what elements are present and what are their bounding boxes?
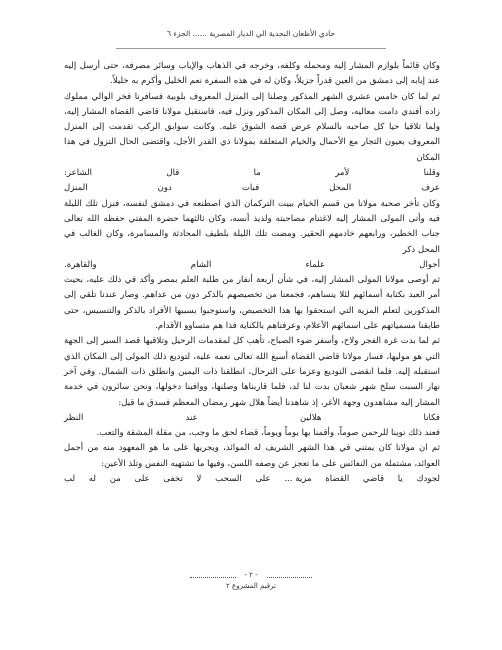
verse-word: يا xyxy=(397,474,403,485)
verse-word: له xyxy=(88,474,97,485)
verse-word: لا xyxy=(196,474,202,485)
verse-word: السحب xyxy=(215,474,242,485)
verse-word: قاضي xyxy=(362,474,385,485)
verse-line xyxy=(64,411,440,426)
verse-word: على xyxy=(255,474,271,485)
paragraph: وكان قائماً بلوازم المشار إليه ومحمله وكلفه، وخرجه في الذهاب والإياب وسائر مصرفه، حتى أرسل إليه عند إيابه إلى دمشق من العين قدراً جزيلاً، وكان له في هذه السفرة نعم الخليل وأكرم به خليلاً. xyxy=(64,61,440,87)
verse-line xyxy=(64,166,440,181)
paragraph: فعند ذلك نوينا للرحمن صوماً، وأقمنا بها يوماً ويوماً، قضاء لحق ما وجب، من مقلة المشقة والتعب. xyxy=(96,428,440,439)
body-text xyxy=(64,59,440,487)
verse-word: من xyxy=(109,474,121,485)
verse-word: لب xyxy=(64,474,76,485)
verse-word: تخفى xyxy=(163,474,183,485)
verse-word: وقلنا xyxy=(423,168,440,179)
verse-word: فكانا xyxy=(423,412,440,423)
verse-line xyxy=(64,258,440,273)
verse-word: مزية ... xyxy=(284,474,312,485)
paragraph: ثم أوصى مولانا المولى المشار إليه، في شأن أربعة أنفار من طلبة العلم بمصر وأكد في ذلك عليه، بحيث أمر العبد بكتابة أسمائهم لئلا ينساهم، فجمعنا من تخصيصهم بالذكر دون من عداهم. وصار عندنا تلقي إلى المذكورين لتعلم المزية التي استحقوا بها هذا التخصيص، واستوجبوا بسببها الأفراد بالذكر والتنسيس، حتى طابقنا مسمياتهم على اسمائهم الأعلام، وعرفناهم بالكناية فذا هم متساوو الأقدام. xyxy=(64,275,440,332)
paragraph: ثم لما بدت غرة الفجر ولاح، وأسفر ضوء الصباح، تأهب كل لمقدمات الرحيل وتلاقيها قصد السير إلى الجهة التي هو موليها، فسار مولانا قاضي القضاة أسبغ الله تعالى نعمه عليه، لتوديع ذلك المولى إلى المكان الذي استقبله إليه. فلما انقضى التوديع وعزما على الترحال، انطلقنا ذات اليمين وانطلق ذات الشمال. وفي آخر نهار السبت سلخ شهر شعبان بدت لنا لد، فلما قاربناها وصلنها، ووافينا دخولها، ونحن سائرون في خدمة المشار إليه مشاهدون وجهة الأغر، إذ شاهدنا أيضاً هلال شهر رمضان المعظم فسدق ما قيل: xyxy=(64,336,440,408)
verse-word: الشاعر: xyxy=(64,168,93,179)
verse-word: هلالين xyxy=(299,412,322,423)
verse-line xyxy=(64,472,440,487)
verse-word: المحل xyxy=(329,183,352,194)
verse-word: فبات xyxy=(241,183,260,194)
verse-word: دون xyxy=(157,183,172,194)
verse-word: ما xyxy=(253,168,261,179)
paragraph: وكان تأخر صحبة مولانا من قسم الخيام ببيت التركمان الذي اصطنعه في دمشق لنفسه، فنزل تلك الليلة فيه وأتى المولى المشار إليه لاغتنام مصاحبته ولذيذ أنسه، وكان ثالثهما حضرة المفتي حفظه الله تعالى جناب الخطير، ورابعهم خادمهم الحقير. ومضت تلك الليلة بلطيف المحادثة والمسامرة، وكان الغالب في المحل ذكر xyxy=(64,198,440,255)
verse-word: عند xyxy=(185,412,198,423)
page-number: - ٢ - xyxy=(236,571,266,579)
verse-word: لأمر xyxy=(335,168,350,179)
verse-word: علماء xyxy=(305,259,326,270)
running-header: حادي الأظعان النجدية الي الديار المصرية ...... الجزء ٦ xyxy=(166,29,336,38)
verse-word: القضاة xyxy=(325,474,350,485)
verse-word: أحوال xyxy=(419,259,440,270)
verse-word: الشام xyxy=(190,259,212,270)
footer-note: ترقيم المشروع ٢ xyxy=(226,582,276,590)
verse-word: قال xyxy=(166,168,180,179)
verse-line xyxy=(64,181,440,196)
verse-word: المنزل xyxy=(64,183,88,194)
verse-word: والقاهرة. xyxy=(64,259,97,270)
paragraph: ثم لما كان خامس عشري الشهر المذكور وصلنا إلى المنزل المعروف بلوبية فسافرنا فخر الوالي مملوك زاده أفندي دامت معاليه، وصل إلى المكان المذكور ونزل فيه، فاستقبل مولانا قاضي القضاة المشار إليه، ولما تلاقيا حيا كل صاحبه بالسلام عرض قصة الشوق عليه. وكانت سوابق الركب تقدمت إلى المنزل المعروف بعيون التجار مع الأحمال والخيام المتعلقة بمولانا ذي القدر الأجل، واقتضى الحال النزول في هذا المكان xyxy=(64,91,440,163)
header-divider xyxy=(116,48,386,49)
verse-word: على xyxy=(134,474,150,485)
verse-word: عرف xyxy=(421,183,440,194)
verse-word: لجودك xyxy=(416,474,440,485)
verse-word: النظر xyxy=(64,412,84,423)
paragraph: ثم ان مولانا كان يمتني في هذا الشهر الشريف له الموائد، ويجريها على ما هو المعهود منه من أجمل العوائد، مشتملة من النفائس على ما تعجز عن وصفه اللسن، وفيها ما تشتهيه النفس وتلذ الأعين: xyxy=(64,443,440,469)
